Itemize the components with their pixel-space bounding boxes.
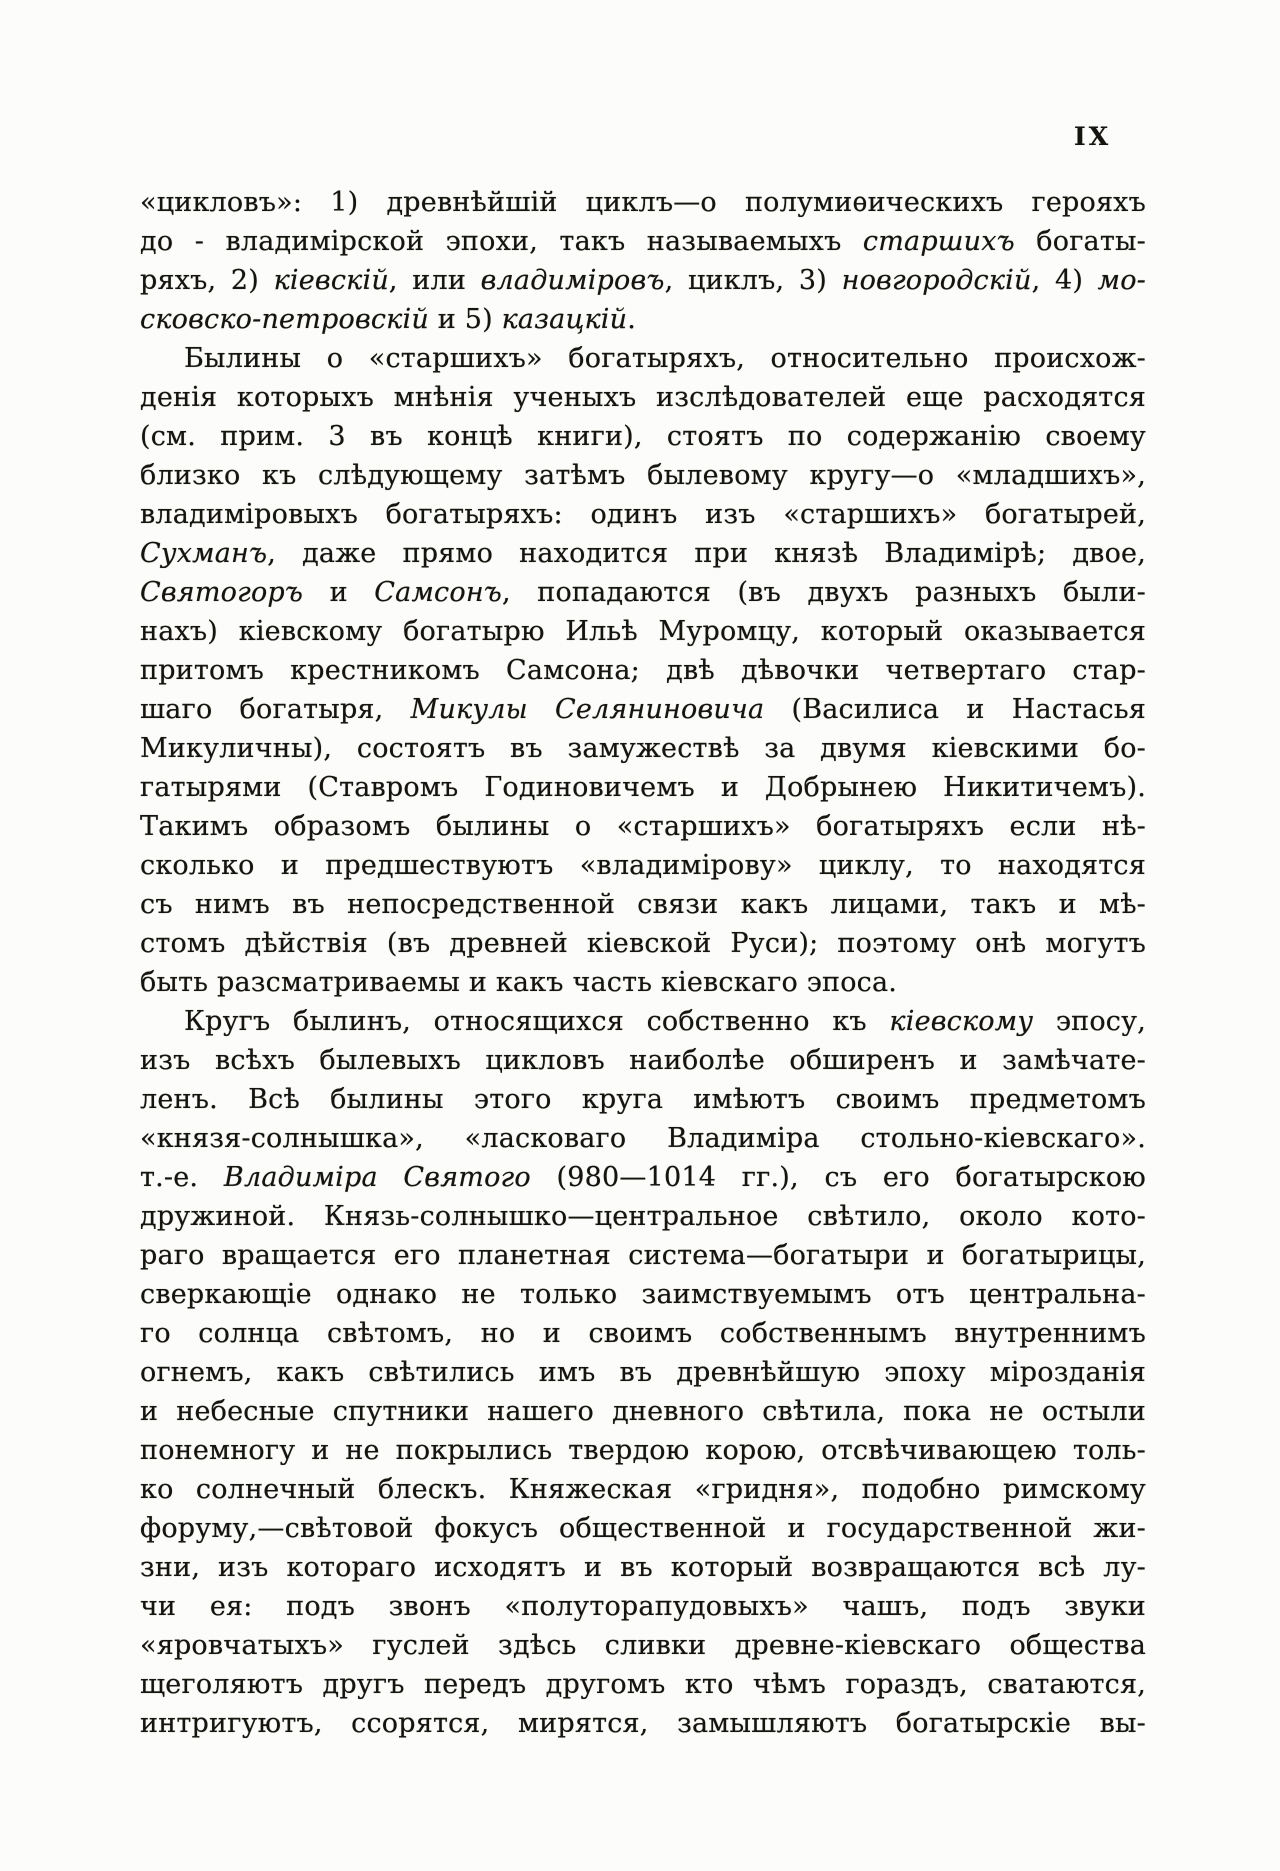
text-segment: притомъ крестникомъ Самсона; двѣ дѣвочки четвертаго стар-	[140, 655, 1146, 686]
text-line	[140, 495, 1146, 534]
text-line	[140, 1626, 1146, 1665]
text-segment: и	[303, 577, 375, 608]
text-segment: т.-е.	[140, 1162, 224, 1193]
text-line	[140, 1392, 1146, 1431]
text-segment: Кругъ былинъ, относящихся собственно къ	[184, 1006, 890, 1037]
text-segment-italic: Владиміра Святого	[223, 1162, 531, 1193]
text-segment: до - владимірской эпохи, такъ называемыхъ	[140, 226, 863, 257]
text-line	[140, 222, 1146, 261]
text-line	[140, 1587, 1146, 1626]
text-segment-italic: Святогоръ	[140, 577, 304, 608]
text-segment: понемногу и не покрылись твердою корою, отсвѣчивающею толь-	[140, 1435, 1146, 1466]
text-line	[140, 456, 1146, 495]
page-number: IX	[1074, 122, 1112, 151]
text-line	[140, 1509, 1146, 1548]
text-segment: богаты-	[1014, 226, 1146, 257]
text-block	[140, 183, 1146, 1743]
text-segment: нахъ) кіевскому богатырю Ильѣ Муромцу, который оказывается	[140, 616, 1146, 647]
text-segment: гатырями (Ставромъ Годиновичемъ и Добрынею Никитичемъ).	[140, 772, 1146, 803]
text-segment: съ нимъ въ непосредственной связи какъ лицами, такъ и мѣ-	[140, 889, 1146, 920]
text-segment: (980—1014 гг.), съ его богатырскою	[530, 1162, 1146, 1193]
text-line	[140, 1431, 1146, 1470]
text-segment-italic: кіевскому	[889, 1006, 1034, 1037]
text-segment-italic: кіевскій	[273, 265, 389, 296]
text-line	[140, 1470, 1146, 1509]
text-segment: , 4)	[1031, 265, 1098, 296]
text-line	[140, 1197, 1146, 1236]
text-line	[140, 417, 1146, 456]
text-line	[140, 1158, 1146, 1197]
text-segment: «цикловъ»: 1) древнѣйшій циклъ—о полумиѳическихъ герояхъ	[140, 187, 1146, 218]
text-segment-italic: старшихъ	[862, 226, 1015, 257]
text-segment: (см. прим. 3 въ концѣ книги), стоятъ по содержанію своему	[140, 421, 1146, 452]
text-segment-italic: Самсонъ	[374, 577, 502, 608]
text-segment: «яровчатыхъ» гуслей здѣсь сливки древне-кіевскаго общества	[140, 1630, 1146, 1661]
text-line	[140, 690, 1146, 729]
text-segment: зни, изъ котораго исходятъ и въ который возвращаются всѣ лу-	[140, 1552, 1146, 1583]
text-segment: дружиной. Князь-солнышко—центральное свѣтило, около кото-	[140, 1201, 1146, 1232]
text-segment: ленъ. Всѣ былины этого круга имѣютъ своимъ предметомъ	[140, 1084, 1146, 1115]
text-segment-italic: мо-	[1097, 265, 1146, 296]
text-segment: близко къ слѣдующему затѣмъ былевому кругу—о «младшихъ»,	[140, 460, 1146, 491]
text-segment: го солнца свѣтомъ, но и своимъ собственнымъ внутреннимъ	[140, 1318, 1146, 1349]
text-segment: и 5)	[428, 304, 502, 335]
text-line	[140, 1704, 1146, 1743]
text-segment: .	[627, 304, 637, 335]
text-line	[140, 768, 1146, 807]
text-line	[140, 846, 1146, 885]
text-segment: интригуютъ, ссорятся, мирятся, замышляютъ богатырскіе вы-	[140, 1708, 1146, 1739]
text-segment: , даже прямо находится при князѣ Владимірѣ; двое,	[267, 538, 1146, 569]
text-segment: сколько и предшествуютъ «владимірову» циклу, то находятся	[140, 850, 1146, 881]
text-segment: сверкающіе однако не только заимствуемымъ отъ центральна-	[140, 1279, 1146, 1310]
text-segment-italic: сковско-петровскій	[140, 304, 429, 335]
text-segment: денія которыхъ мнѣнія ученыхъ изслѣдователей еще расходятся	[140, 382, 1146, 413]
text-line	[140, 378, 1146, 417]
text-segment: ряхъ, 2)	[140, 265, 274, 296]
text-line	[140, 1041, 1146, 1080]
text-line	[140, 261, 1146, 300]
text-segment: «князя-солнышка», «ласковаго Владиміра стольно-кіевскаго».	[140, 1123, 1146, 1154]
text-segment: (Василиса и Настасья	[764, 694, 1146, 725]
text-line	[140, 1236, 1146, 1275]
text-segment: щеголяютъ другъ передъ другомъ кто чѣмъ гораздъ, сватаются,	[140, 1669, 1146, 1700]
text-segment: форуму,—свѣтовой фокусъ общественной и государственной жи-	[140, 1513, 1146, 1544]
text-segment: и небесные спутники нашего дневного свѣтила, пока не остыли	[140, 1396, 1146, 1427]
text-line	[140, 300, 1146, 339]
text-segment: Такимъ образомъ былины о «старшихъ» богатыряхъ если нѣ-	[140, 811, 1146, 842]
text-segment-italic: владиміровъ	[480, 265, 665, 296]
text-line	[140, 573, 1146, 612]
text-line	[140, 1080, 1146, 1119]
text-line	[140, 1314, 1146, 1353]
text-line	[140, 963, 1146, 1002]
text-segment-italic: Сухманъ	[140, 538, 268, 569]
text-segment: Микуличны), состоятъ въ замужествѣ за двумя кіевскими бо-	[140, 733, 1146, 764]
text-line	[140, 534, 1146, 573]
text-line	[140, 612, 1146, 651]
text-segment: чи ея: подъ звонъ «полуторапудовыхъ» чашъ, подъ звуки	[140, 1591, 1146, 1622]
text-segment: владиміровыхъ богатыряхъ: одинъ изъ «старшихъ» богатырей,	[140, 499, 1146, 530]
text-segment: раго вращается его планетная система—богатыри и богатырицы,	[140, 1240, 1146, 1271]
text-line	[140, 729, 1146, 768]
text-line	[140, 1548, 1146, 1587]
text-segment: ко солнечный блескъ. Княжеская «гридня», подобно римскому	[140, 1474, 1146, 1505]
text-line	[140, 651, 1146, 690]
text-segment: Былины о «старшихъ» богатыряхъ, относительно происхож-	[184, 343, 1146, 374]
text-line	[140, 807, 1146, 846]
text-line	[140, 1353, 1146, 1392]
text-segment: , попадаются (въ двухъ разныхъ были-	[502, 577, 1146, 608]
text-segment: шаго богатыря,	[140, 694, 411, 725]
text-line	[140, 1002, 1146, 1041]
text-line	[140, 1119, 1146, 1158]
text-segment: , или	[388, 265, 481, 296]
text-segment-italic: новгородскій	[841, 265, 1032, 296]
text-line	[140, 1665, 1146, 1704]
text-segment: стомъ дѣйствія (въ древней кіевской Руси); поэтому онѣ могутъ	[140, 928, 1146, 959]
text-line	[140, 885, 1146, 924]
text-segment-italic: казацкій	[501, 304, 628, 335]
text-segment: изъ всѣхъ былевыхъ цикловъ наиболѣе обширенъ и замѣчате-	[140, 1045, 1146, 1076]
text-segment: быть разсматриваемы и какъ часть кіевскаго эпоса.	[140, 967, 898, 998]
text-segment: , циклъ, 3)	[664, 265, 842, 296]
text-line	[140, 924, 1146, 963]
text-segment: эпосу,	[1033, 1006, 1146, 1037]
text-line	[140, 183, 1146, 222]
text-line	[140, 1275, 1146, 1314]
text-segment-italic: Микулы Селяниновича	[410, 694, 765, 725]
text-segment: огнемъ, какъ свѣтились имъ въ древнѣйшую эпоху мірозданія	[140, 1357, 1146, 1388]
text-line	[140, 339, 1146, 378]
